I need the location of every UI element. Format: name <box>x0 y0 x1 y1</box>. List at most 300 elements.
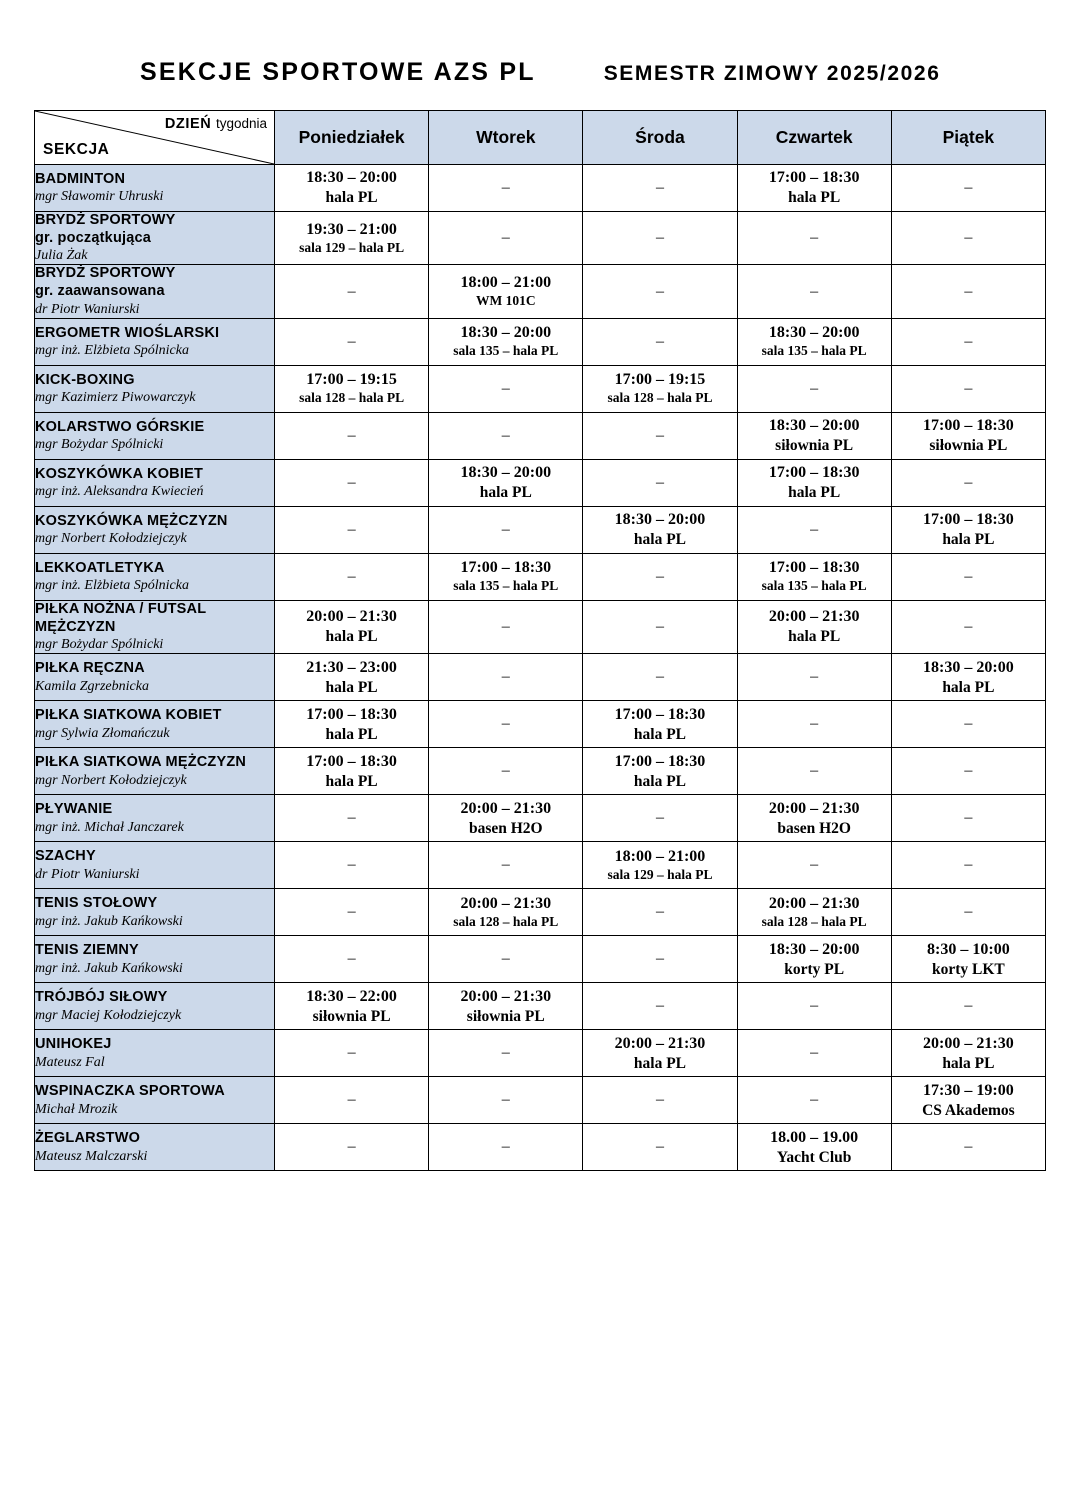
table-corner-cell <box>35 111 275 165</box>
slot-empty-dash: – <box>347 473 356 491</box>
schedule-slot-empty <box>583 212 737 265</box>
section-cell <box>35 553 275 600</box>
slot-time: 20:00 – 21:30 <box>460 894 552 912</box>
slot-location: siłownia PL <box>466 1007 545 1025</box>
schedule-slot-empty <box>737 983 891 1030</box>
schedule-slot-empty <box>583 983 737 1030</box>
section-name: SZACHY <box>35 847 96 864</box>
section-name: KICK-BOXING <box>35 371 135 388</box>
slot-location: hala PL <box>788 628 841 646</box>
section-name: BADMINTON <box>35 170 126 187</box>
slot-time: 20:00 – 21:30 <box>923 1034 1014 1052</box>
schedule-slot-empty <box>583 165 737 212</box>
slot-time: 18:30 – 20:00 <box>614 511 706 529</box>
slot-time: 18:00 – 21:00 <box>614 847 706 865</box>
slot-location: sala 128 – hala PL <box>299 390 405 406</box>
slot-empty-dash: – <box>655 282 664 300</box>
slot-time: 17:00 – 18:30 <box>460 559 552 577</box>
schedule-slot <box>737 795 891 842</box>
table-row <box>35 265 1046 318</box>
page-subtitle: SEMESTR ZIMOWY 2025/2026 <box>603 62 941 85</box>
schedule-slot-empty <box>891 983 1045 1030</box>
section-name: KOSZYKÓWKA MĘŻCZYZN <box>35 512 228 529</box>
schedule-slot-empty <box>429 212 583 265</box>
document-header <box>0 0 1080 87</box>
slot-location: sala 135 – hala PL <box>453 343 559 359</box>
section-cell <box>35 1077 275 1124</box>
table-row <box>35 795 1046 842</box>
section-cell <box>35 412 275 459</box>
schedule-slot-empty <box>583 459 737 506</box>
slot-empty-dash: – <box>347 950 356 968</box>
slot-empty-dash: – <box>501 715 510 733</box>
schedule-slot <box>737 459 891 506</box>
slot-empty-dash: – <box>964 715 973 733</box>
schedule-slot <box>583 842 737 889</box>
slot-empty-dash: – <box>501 179 510 196</box>
day-axis-label-text: DZIEŃ <box>164 116 212 132</box>
schedule-slot <box>737 889 891 936</box>
section-cell <box>35 165 275 212</box>
slot-location: korty PL <box>784 960 845 978</box>
section-cell <box>35 459 275 506</box>
column-header-wednesday: Środa <box>583 111 737 165</box>
slot-empty-dash: – <box>810 856 819 874</box>
schedule-slot <box>891 506 1045 553</box>
slot-location: hala PL <box>325 189 378 207</box>
section-instructor: mgr Bożydar Spólnicki <box>35 437 164 453</box>
section-instructor: mgr Sylwia Złomańczuk <box>35 725 170 741</box>
slot-empty-dash: – <box>347 903 356 921</box>
slot-empty-dash: – <box>501 668 510 686</box>
slot-empty-dash: – <box>347 567 356 585</box>
schedule-slot-empty <box>275 412 429 459</box>
section-instructor: mgr inż. Jakub Kańkowski <box>35 913 183 929</box>
schedule-table <box>34 110 1046 1171</box>
slot-empty-dash: – <box>810 229 819 247</box>
section-name: LEKKOATLETYKA <box>35 559 165 576</box>
schedule-slot <box>429 795 583 842</box>
schedule-slot-empty <box>583 1077 737 1124</box>
schedule-slot-empty <box>891 365 1045 412</box>
section-cell <box>35 265 275 318</box>
slot-empty-dash: – <box>655 618 664 636</box>
slot-time: 17:00 – 18:30 <box>306 705 397 723</box>
schedule-slot-empty <box>429 506 583 553</box>
section-name: UNIHOKEJ <box>35 1035 112 1052</box>
slot-empty-dash: – <box>501 618 510 636</box>
schedule-slot-empty <box>891 553 1045 600</box>
schedule-slot-empty <box>429 936 583 983</box>
section-cell <box>35 318 275 365</box>
slot-empty-dash: – <box>347 809 356 827</box>
slot-location: hala PL <box>788 189 841 207</box>
schedule-slot-empty <box>583 600 737 653</box>
slot-empty-dash: – <box>501 856 510 874</box>
slot-location: hala PL <box>633 772 687 790</box>
slot-empty-dash: – <box>810 715 819 733</box>
slot-empty-dash: – <box>501 379 510 397</box>
table-head <box>35 111 1046 165</box>
schedule-slot-empty <box>275 265 429 318</box>
schedule-slot <box>891 1077 1045 1124</box>
slot-time: 17:00 – 19:15 <box>614 371 706 389</box>
slot-location: korty LKT <box>931 960 1005 978</box>
section-cell <box>35 983 275 1030</box>
schedule-slot <box>737 1124 891 1171</box>
schedule-slot-empty <box>429 600 583 653</box>
slot-time: 17:00 – 18:30 <box>768 464 860 482</box>
slot-location: basen H2O <box>777 819 851 837</box>
slot-time: 18:30 – 20:00 <box>768 324 860 342</box>
schedule-slot-empty <box>737 654 891 701</box>
slot-empty-dash: – <box>655 179 664 196</box>
schedule-slot-empty <box>891 165 1045 212</box>
section-cell <box>35 1124 275 1171</box>
slot-empty-dash: – <box>347 520 356 538</box>
slot-empty-dash: – <box>501 950 510 968</box>
slot-empty-dash: – <box>655 473 664 491</box>
schedule-slot-empty <box>891 795 1045 842</box>
slot-empty-dash: – <box>810 379 819 397</box>
schedule-slot <box>275 600 429 653</box>
slot-time: 17:00 – 18:30 <box>923 417 1014 435</box>
schedule-slot-empty <box>583 1124 737 1171</box>
schedule-slot <box>891 936 1045 983</box>
section-name: BRYDŻ SPORTOWY <box>35 212 176 228</box>
schedule-slot <box>583 506 737 553</box>
section-instructor: Kamila Zgrzebnicka <box>35 678 149 694</box>
table-row <box>35 1030 1046 1077</box>
slot-location: hala PL <box>633 531 687 549</box>
column-header-thursday: Czwartek <box>737 111 891 165</box>
slot-empty-dash: – <box>655 1091 664 1109</box>
slot-empty-dash: – <box>964 379 973 397</box>
slot-time: 18:30 – 22:00 <box>306 987 397 1005</box>
slot-empty-dash: – <box>964 809 973 827</box>
slot-location: hala PL <box>788 484 841 502</box>
slot-time: 18:30 – 20:00 <box>306 169 397 187</box>
slot-time: 18:30 – 20:00 <box>768 417 860 435</box>
schedule-slot-empty <box>275 459 429 506</box>
slot-empty-dash: – <box>655 229 664 247</box>
schedule-slot-empty <box>891 1124 1045 1171</box>
table-row <box>35 842 1046 889</box>
slot-location: hala PL <box>942 531 995 549</box>
schedule-slot <box>429 889 583 936</box>
schedule-slot-empty <box>583 265 737 318</box>
schedule-slot-empty <box>583 553 737 600</box>
section-cell <box>35 1030 275 1077</box>
slot-empty-dash: – <box>501 1044 510 1062</box>
slot-empty-dash: – <box>810 520 819 538</box>
slot-empty-dash: – <box>964 282 973 300</box>
slot-location: basen H2O <box>468 819 543 837</box>
slot-time: 17:00 – 18:30 <box>614 705 706 723</box>
schedule-slot-empty <box>737 748 891 795</box>
schedule-slot <box>737 165 891 212</box>
slot-empty-dash: – <box>964 473 973 491</box>
slot-empty-dash: – <box>655 950 664 968</box>
table-row <box>35 1124 1046 1171</box>
slot-empty-dash: – <box>347 1044 356 1062</box>
table-row <box>35 506 1046 553</box>
slot-time: 17:00 – 18:30 <box>768 169 860 187</box>
section-name: TRÓJBÓJ SIŁOWY <box>35 988 168 1005</box>
schedule-slot-empty <box>583 889 737 936</box>
section-cell <box>35 842 275 889</box>
table-row <box>35 701 1046 748</box>
slot-time: 18.00 – 19.00 <box>770 1128 859 1146</box>
slot-location: hala PL <box>479 484 532 502</box>
slot-time: 20:00 – 21:30 <box>460 799 552 817</box>
schedule-slot-empty <box>583 654 737 701</box>
slot-location: siłownia PL <box>775 437 854 455</box>
schedule-slot-empty <box>891 701 1045 748</box>
table-row <box>35 412 1046 459</box>
section-instructor: mgr Maciej Kołodziejczyk <box>35 1007 182 1023</box>
slot-empty-dash: – <box>347 856 356 874</box>
section-name-line2: gr. początkująca <box>35 229 152 246</box>
schedule-slot-empty <box>275 795 429 842</box>
slot-empty-dash: – <box>655 668 664 686</box>
schedule-slot <box>429 459 583 506</box>
slot-empty-dash: – <box>810 997 819 1015</box>
schedule-slot-empty <box>737 701 891 748</box>
slot-empty-dash: – <box>501 229 510 247</box>
page-title: SEKCJE SPORTOWE AZS PL <box>140 58 536 86</box>
slot-empty-dash: – <box>501 1138 510 1156</box>
table-row <box>35 936 1046 983</box>
schedule-slot <box>737 412 891 459</box>
slot-empty-dash: – <box>810 762 819 780</box>
slot-empty-dash: – <box>655 809 664 827</box>
slot-time: 18:30 – 20:00 <box>923 658 1014 676</box>
slot-location: sala 135 – hala PL <box>761 578 867 594</box>
table-row <box>35 983 1046 1030</box>
slot-time: 20:00 – 21:30 <box>768 799 860 817</box>
schedule-slot-empty <box>275 936 429 983</box>
schedule-slot-empty <box>891 459 1045 506</box>
section-axis-label: SEKCJA <box>43 141 110 158</box>
schedule-slot-empty <box>275 842 429 889</box>
section-instructor: Mateusz Malczarski <box>35 1148 148 1164</box>
slot-empty-dash: – <box>810 1044 819 1062</box>
slot-location: hala PL <box>325 772 378 790</box>
section-cell <box>35 701 275 748</box>
table-header-row <box>35 111 1046 165</box>
schedule-slot <box>275 701 429 748</box>
slot-time: 18:00 – 21:00 <box>460 274 552 292</box>
schedule-slot <box>737 600 891 653</box>
schedule-slot <box>275 654 429 701</box>
slot-empty-dash: – <box>964 229 973 247</box>
schedule-slot-empty <box>429 701 583 748</box>
section-name: ERGOMETR WIOŚLARSKI <box>35 324 220 341</box>
slot-location: sala 135 – hala PL <box>453 578 559 594</box>
section-cell <box>35 654 275 701</box>
column-header-monday: Poniedziałek <box>275 111 429 165</box>
schedule-slot-empty <box>583 318 737 365</box>
column-header-tuesday: Wtorek <box>429 111 583 165</box>
slot-time: 18:30 – 20:00 <box>768 940 860 958</box>
schedule-slot-empty <box>891 842 1045 889</box>
slot-empty-dash: – <box>347 1138 356 1156</box>
slot-empty-dash: – <box>655 567 664 585</box>
schedule-slot <box>429 553 583 600</box>
section-name-line2: gr. zaawansowana <box>35 283 165 300</box>
schedule-slot-empty <box>891 600 1045 653</box>
schedule-slot-empty <box>429 1124 583 1171</box>
section-instructor: Mateusz Fal <box>35 1054 105 1070</box>
slot-empty-dash: – <box>655 903 664 921</box>
column-header-friday: Piątek <box>891 111 1045 165</box>
schedule-slot-empty <box>429 654 583 701</box>
slot-location: hala PL <box>942 678 995 696</box>
schedule-slot <box>275 365 429 412</box>
schedule-slot <box>275 748 429 795</box>
schedule-slot <box>583 365 737 412</box>
slot-empty-dash: – <box>964 618 973 636</box>
schedule-slot-empty <box>275 1030 429 1077</box>
slot-time: 17:00 – 18:30 <box>768 559 860 577</box>
table-row <box>35 1077 1046 1124</box>
section-instructor: mgr Sławomir Uhruski <box>35 189 164 205</box>
slot-time: 18:30 – 20:00 <box>460 324 552 342</box>
section-cell <box>35 365 275 412</box>
schedule-slot-empty <box>891 265 1045 318</box>
slot-time: 20:00 – 21:30 <box>768 894 860 912</box>
schedule-slot-empty <box>891 212 1045 265</box>
slot-location: sala 128 – hala PL <box>607 390 713 406</box>
section-name: ŻEGLARSTWO <box>35 1129 141 1146</box>
section-instructor: mgr Norbert Kołodziejczyk <box>35 772 187 788</box>
section-instructor: mgr Bożydar Spólnicki <box>35 637 164 653</box>
schedule-slot <box>275 165 429 212</box>
schedule-slot <box>429 983 583 1030</box>
day-axis-label <box>165 116 267 132</box>
slot-location: WM 101C <box>475 293 536 309</box>
schedule-slot-empty <box>583 795 737 842</box>
schedule-slot <box>583 701 737 748</box>
slot-empty-dash: – <box>964 762 973 780</box>
schedule-slot-empty <box>737 212 891 265</box>
table-row <box>35 365 1046 412</box>
slot-empty-dash: – <box>655 997 664 1015</box>
slot-empty-dash: – <box>501 426 510 444</box>
section-name: KOLARSTWO GÓRSKIE <box>35 418 205 435</box>
section-name: PIŁKA SIATKOWA MĘŻCZYZN <box>35 753 247 770</box>
section-cell <box>35 212 275 265</box>
section-name: PŁYWANIE <box>35 800 113 817</box>
table-body <box>35 165 1046 1171</box>
day-axis-label-sub: tygodnia <box>215 116 267 131</box>
slot-empty-dash: – <box>964 179 973 196</box>
schedule-slot-empty <box>275 1077 429 1124</box>
schedule-slot-empty <box>275 506 429 553</box>
slot-location: hala PL <box>633 725 687 743</box>
slot-location: sala 129 – hala PL <box>299 239 405 255</box>
slot-location: hala PL <box>325 725 378 743</box>
slot-time: 17:00 – 19:15 <box>306 371 397 389</box>
slot-location: siłownia PL <box>929 437 1008 455</box>
slot-location: hala PL <box>942 1054 995 1072</box>
section-name: WSPINACZKA SPORTOWA <box>35 1082 225 1099</box>
schedule-slot <box>275 983 429 1030</box>
section-cell <box>35 936 275 983</box>
section-name-line2: MĘŻCZYZN <box>35 618 116 635</box>
slot-empty-dash: – <box>810 668 819 686</box>
schedule-slot-empty <box>275 318 429 365</box>
schedule-slot-empty <box>275 889 429 936</box>
section-instructor: mgr inż. Aleksandra Kwiecień <box>35 484 204 500</box>
table-row <box>35 600 1046 653</box>
table-row <box>35 654 1046 701</box>
slot-time: 19:30 – 21:00 <box>306 220 397 238</box>
slot-empty-dash: – <box>655 426 664 444</box>
slot-location: siłownia PL <box>312 1007 391 1025</box>
schedule-slot <box>583 1030 737 1077</box>
section-instructor: dr Piotr Waniurski <box>35 301 140 317</box>
section-name: TENIS ZIEMNY <box>35 941 139 958</box>
slot-location: hala PL <box>325 678 378 696</box>
slot-empty-dash: – <box>964 567 973 585</box>
slot-empty-dash: – <box>810 1091 819 1109</box>
section-instructor: mgr Norbert Kołodziejczyk <box>35 531 187 547</box>
slot-empty-dash: – <box>347 426 356 444</box>
section-instructor: Michał Mrozik <box>35 1101 118 1117</box>
slot-empty-dash: – <box>810 282 819 300</box>
slot-time: 8:30 – 10:00 <box>927 940 1010 958</box>
table-row <box>35 318 1046 365</box>
table-row <box>35 165 1046 212</box>
slot-time: 21:30 – 23:00 <box>306 658 397 676</box>
slot-empty-dash: – <box>501 520 510 538</box>
slot-empty-dash: – <box>501 1091 510 1109</box>
slot-time: 18:30 – 20:00 <box>460 464 552 482</box>
section-instructor: mgr inż. Jakub Kańkowski <box>35 960 183 976</box>
schedule-slot-empty <box>583 412 737 459</box>
schedule-slot <box>737 318 891 365</box>
slot-time: 17:00 – 18:30 <box>306 752 397 770</box>
section-cell <box>35 600 275 653</box>
schedule-slot <box>891 654 1045 701</box>
section-instructor: dr Piotr Waniurski <box>35 866 140 882</box>
section-name: BRYDŻ SPORTOWY <box>35 265 176 282</box>
slot-empty-dash: – <box>347 1091 356 1109</box>
schedule-slot-empty <box>429 1030 583 1077</box>
slot-time: 17:00 – 18:30 <box>614 752 706 770</box>
slot-location: sala 129 – hala PL <box>607 866 713 882</box>
section-cell <box>35 506 275 553</box>
table-row <box>35 889 1046 936</box>
slot-empty-dash: – <box>964 997 973 1015</box>
slot-time: 20:00 – 21:30 <box>614 1034 706 1052</box>
slot-location: sala 128 – hala PL <box>453 913 559 929</box>
section-cell <box>35 748 275 795</box>
slot-empty-dash: – <box>964 1138 973 1156</box>
table-row <box>35 748 1046 795</box>
section-instructor: mgr inż. Michał Janczarek <box>35 819 184 835</box>
table-row <box>35 212 1046 265</box>
schedule-slot <box>891 412 1045 459</box>
schedule-slot <box>429 265 583 318</box>
section-name: TENIS STOŁOWY <box>35 894 158 911</box>
schedule-slot <box>891 1030 1045 1077</box>
schedule-slot-empty <box>737 506 891 553</box>
slot-empty-dash: – <box>964 856 973 874</box>
schedule-slot-empty <box>429 1077 583 1124</box>
